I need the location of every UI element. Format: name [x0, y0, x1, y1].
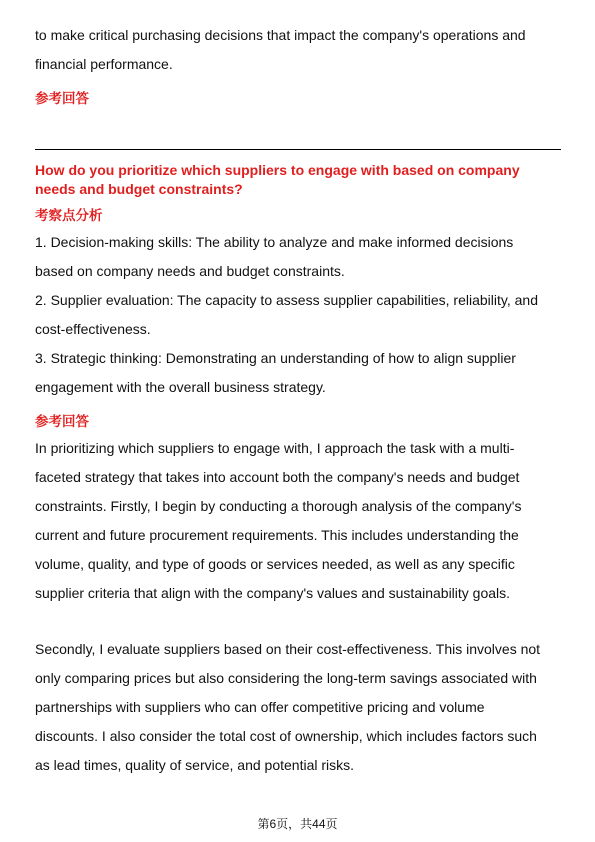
- analysis-line: based on company needs and budget constraints.: [35, 263, 345, 279]
- analysis-line: 2. Supplier evaluation: The capacity to assess supplier capabilities, reliability, and: [35, 292, 538, 308]
- answer-line: In prioritizing which suppliers to engage with, I approach the task with a multi-: [35, 440, 515, 456]
- answer-line: only comparing prices but also considering the long-term savings associated with: [35, 670, 537, 686]
- question-line: How do you prioritize which suppliers to engage with based on company: [35, 162, 520, 178]
- answer-line: current and future procurement requirements. This includes understanding the: [35, 527, 519, 543]
- answer-line: as lead times, quality of service, and potential risks.: [35, 757, 355, 773]
- analysis-label: 考察点分析: [35, 208, 103, 223]
- answer-label: 参考回答: [35, 414, 89, 429]
- analysis-line: engagement with the overall business strategy.: [35, 379, 326, 395]
- section-divider: [35, 149, 561, 150]
- intro-line: financial performance.: [35, 56, 173, 72]
- analysis-list: [35, 228, 561, 402]
- answer-paragraph-1: [35, 434, 561, 608]
- answer-line: constraints. Firstly, I begin by conducting a thorough analysis of the company's: [35, 498, 522, 514]
- answer-line: supplier criteria that align with the company's values and sustainability goals.: [35, 585, 511, 601]
- answer-paragraph-2: [35, 635, 561, 780]
- answer-line: volume, quality, and type of goods or services needed, as well as any specific: [35, 556, 515, 572]
- question-heading: [35, 161, 561, 199]
- answer-line: discounts. I also consider the total cost of ownership, which includes factors such: [35, 728, 537, 744]
- answer-line: faceted strategy that takes into account both the company's needs and budget: [35, 469, 520, 485]
- answer-label-top: 参考回答: [35, 91, 89, 106]
- analysis-line: 1. Decision-making skills: The ability to analyze and make informed decisions: [35, 234, 514, 250]
- answer-line: Secondly, I evaluate suppliers based on their cost-effectiveness. This involves not: [35, 641, 541, 657]
- intro-line: to make critical purchasing decisions that impact the company's operations and: [35, 27, 526, 43]
- answer-line: partnerships with suppliers who can offer competitive pricing and volume: [35, 699, 485, 715]
- intro-paragraph: [35, 21, 561, 79]
- analysis-line: 3. Strategic thinking: Demonstrating an understanding of how to align supplier: [35, 350, 516, 366]
- page-footer: 第6页，共44页: [257, 817, 338, 831]
- question-line: needs and budget constraints?: [35, 181, 243, 197]
- analysis-line: cost-effectiveness.: [35, 321, 151, 337]
